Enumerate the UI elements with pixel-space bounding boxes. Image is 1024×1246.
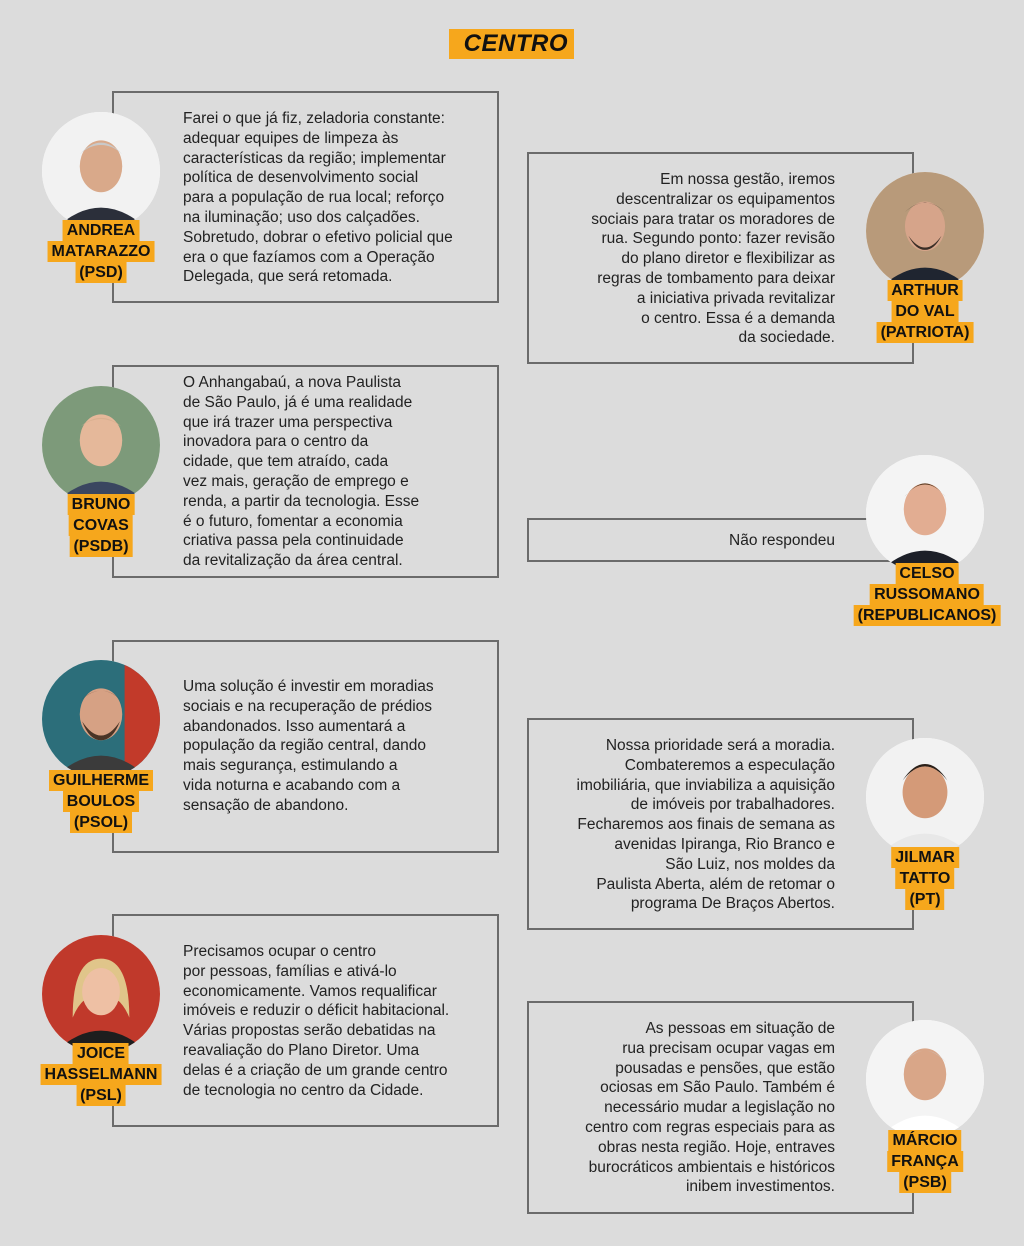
candidate-party: (PATRIOTA) — [877, 322, 974, 343]
candidate-name-line1: BRUNO — [68, 494, 135, 515]
candidate-tag-russomano — [854, 563, 1001, 626]
candidate-tag-hasselmann — [41, 1043, 162, 1106]
candidate-party: (PSB) — [899, 1172, 951, 1193]
candidate-name-line1: ANDREA — [63, 220, 139, 241]
quote-text-arthur: Em nossa gestão, iremos descentralizar os equipamentos sociais para tratar os moradores de rua. Segundo ponto: fazer revisão do plano diretor e flexibilizar as regras de tombamento para deixar a iniciativa privada revitalizar o centro. Essa é a demanda da sociedade. — [591, 171, 835, 347]
candidate-photo-tatto — [866, 738, 984, 856]
candidate-photo-franca — [866, 1020, 984, 1138]
candidate-photo-boulos — [42, 660, 160, 778]
quote-text-tatto: Nossa prioridade será a moradia. Combateremos a especulação imobiliária, que inviabiliza a aquisição de imóveis por trabalhadores. Fecharemos aos finais de semana as avenidas Ipiranga, Rio Branco e São Luiz, nos moldes da Paulista Aberta, além de retomar o programa De Braços Abertos. — [576, 737, 835, 913]
quote-text-russomano: Não respondeu — [729, 532, 835, 549]
candidate-photo-hasselmann — [42, 935, 160, 1053]
section-title: CENTRO — [449, 29, 574, 59]
candidate-party: (PSL) — [76, 1085, 126, 1106]
candidate-tag-franca — [887, 1130, 963, 1193]
candidate-tag-boulos — [49, 770, 153, 833]
candidate-name-line2: TATTO — [896, 868, 955, 889]
candidate-tag-covas — [68, 494, 135, 557]
quote-text-hasselmann: Precisamos ocupar o centro por pessoas, famílias e ativá-lo economicamente. Vamos requalificar imóveis e reduzir o déficit habitacional. Várias propostas serão debatidas na reavaliação do Plano Diretor. Uma delas é a criação de um grande centro de tecnologia no centro da Cidade. — [183, 943, 450, 1099]
candidate-name-line2: HASSELMANN — [41, 1064, 162, 1085]
quote-text-franca: As pessoas em situação de rua precisam ocupar vagas em pousadas e pensões, que estão ociosas em São Paulo. Também é necessário mudar a legislação no centro com regras especiais para as obras nesta região. Hoje, entraves burocráticos ambientais e históricos inibem investimentos. — [585, 1020, 835, 1196]
candidate-name-line1: CELSO — [895, 563, 958, 584]
candidate-party: (PSDB) — [69, 536, 132, 557]
candidate-photo-matarazzo — [42, 112, 160, 230]
candidate-name-line2: FRANÇA — [887, 1151, 963, 1172]
candidate-tag-tatto — [891, 847, 959, 910]
candidate-name-line2: RUSSOMANO — [870, 584, 984, 605]
candidate-name-line2: DO VAL — [891, 301, 958, 322]
candidate-photo-russomano — [866, 455, 984, 573]
quote-text-boulos: Uma solução é investir em moradias sociais e na recuperação de prédios abandonados. Isso aumentará a população da região central, dando mais segurança, estimulando a vida noturna e acabando com a sensação de abandono. — [183, 678, 434, 814]
candidate-name-line1: JILMAR — [891, 847, 959, 868]
candidate-name-line1: GUILHERME — [49, 770, 153, 791]
candidate-party: (PSOL) — [70, 812, 132, 833]
candidate-photo-arthur — [866, 172, 984, 290]
quote-text-covas: O Anhangabaú, a nova Paulista de São Paulo, já é uma realidade que irá trazer uma perspectiva inovadora para o centro da cidade, que tem atraído, cada vez mais, geração de emprego e renda, a partir da tecnologia. Esse é o futuro, fomentar a economia criativa passa pela continuidade da revitalização da área central. — [183, 374, 420, 570]
candidate-name-line1: ARTHUR — [887, 280, 963, 301]
candidate-name-line2: COVAS — [69, 515, 133, 536]
candidate-party: (REPUBLICANOS) — [854, 605, 1001, 626]
candidate-name-line1: JOICE — [73, 1043, 129, 1064]
candidate-tag-matarazzo — [48, 220, 155, 283]
candidate-party: (PSD) — [75, 262, 127, 283]
candidate-name-line1: MÁRCIO — [889, 1130, 962, 1151]
quote-box-russomano — [527, 518, 914, 562]
quote-text-matarazzo: Farei o que já fiz, zeladoria constante: adequar equipes de limpeza às características da região; implementar política de desenvolvimento social para a população de rua local; reforço na iluminação; uso dos calçadões. Sobretudo, dobrar o efetivo policial que era o que fazíamos com a Operação Delegada, que será retomada. — [183, 110, 453, 286]
candidate-tag-arthur — [877, 280, 974, 343]
candidate-photo-covas — [42, 386, 160, 504]
candidate-name-line2: BOULOS — [63, 791, 139, 812]
candidate-name-line2: MATARAZZO — [48, 241, 155, 262]
candidate-party: (PT) — [905, 889, 944, 910]
